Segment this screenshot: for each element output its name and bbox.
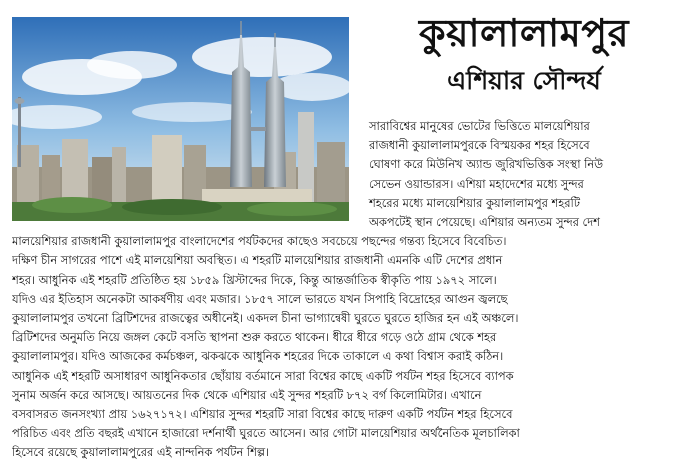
body-line: সুনাম অর্জন করে আসছে। আয়তনের দিক থেকে এশিয়ার এই সুন্দর শহরটি ৮৭২ বর্গ কিলোমিটার। এখানে (12, 387, 482, 402)
body-line: অকপটেই স্থান পেয়েছে। এশিয়ার অন্যতম সুন্দর দেশ (369, 215, 600, 230)
body-line: সারাবিশ্বের মানুষের ভোটের ভিত্তিতে মালয়েশিয়ার (369, 119, 590, 133)
body-line: আধুনিক এই শহরটি অসাধারণ আধুনিকতার ছোঁয়ায় বর্তমানে সারা বিশ্বের কাছে একটি পর্যটন শহর হিসেবে ব্যাপক (12, 368, 514, 383)
body-line: শহর। আধুনিক এই শহরটি প্রতিষ্ঠিত হয় ১৮৫৯ খ্রিস্টাব্দের দিকে, কিন্তু আন্তর্জাতিক স্বীকৃতি পায় ১৯৭২ সালে। (12, 272, 497, 287)
body-line: কুয়ালালামপুর তখনো ব্রিটিশদের রাজত্বের অধীনেই। একদল চীনা ভাগ্যান্বেষী ঘুরতে ঘুরতে হাজির হন এই অঞ্চলে। (12, 311, 519, 326)
body-line: ঘোষণা করে মিউনিখ অ্যান্ড জুরিখভিত্তিক সংস্থা নিউ (369, 157, 604, 172)
body-line: দক্ষিণ চীন সাগরের পাশে এই মালয়েশিয়া অবস্থিত। এ শহরটি মালয়েশিয়ার রাজধানী এমনকি এটি দেশের প্রধান (12, 253, 503, 268)
body-line: শহরের মধ্যে মালয়েশিয়ার কুয়ালালামপুর শহরটি (369, 195, 580, 210)
body-line: কুয়ালালামপুর। যদিও আজকের কর্মচঞ্চল, ঝকঝকে আধুনিক শহরের দিকে তাকালে এ কথা বিশ্বাস করাই কঠিন। (12, 349, 504, 364)
headline: কুয়ালালামপুর (419, 11, 629, 55)
body-line: হিসেবে রয়েছে কুয়ালালামপুরের এই নান্দনিক পর্যটন শিল্প। (12, 445, 270, 460)
body-line: বসবাসরত জনসংখ্যা প্রায় ১৬২৭১৭২। এশিয়ার সুন্দর শহরটি সারা বিশ্বের কাছে দারুণ একটি পর্যটন শহর হিসেবে (12, 407, 513, 422)
body-line: মালয়েশিয়ার রাজধানী কুয়ালালামপুর বাংলাদেশের পর্যটকদের কাছেও সবচেয়ে পছন্দের গন্তব্য হিসেবে বিবেচিত। (12, 234, 507, 249)
body-line: পরিচিত এবং প্রতি বছরই এখানে হাজারো দর্শনার্থী ঘুরতে আসেন। আর গোটা মালয়েশিয়ার অর্থনৈতিক মূলচালিকা (12, 426, 520, 441)
subheadline: এশিয়ার সৌন্দর্য (447, 66, 601, 95)
body-line: রাজধানী কুয়ালালামপুরকে বিস্ময়কর শহর হিসেবে (369, 138, 590, 153)
body-line: যদিও এর ইতিহাস অনেকটা আকর্ষণীয় এবং মজার। ১৮৫৭ সালে ভারতে যখন সিপাহি বিদ্রোহের আগুন জ্বলছে (12, 291, 508, 306)
body-line: সেভেন ওয়ান্ডারস। এশিয়া মহাদেশের মধ্যে সুন্দর (369, 176, 584, 191)
article-body (12, 117, 688, 463)
body-line: ব্রিটিশদের অনুমতি নিয়ে জঙ্গল কেটে বসতি স্থাপনা শুরু করতে থাকেন। ধীরে ধীরে গড়ে ওঠে গ্রাম থেকে শহর (12, 330, 497, 345)
